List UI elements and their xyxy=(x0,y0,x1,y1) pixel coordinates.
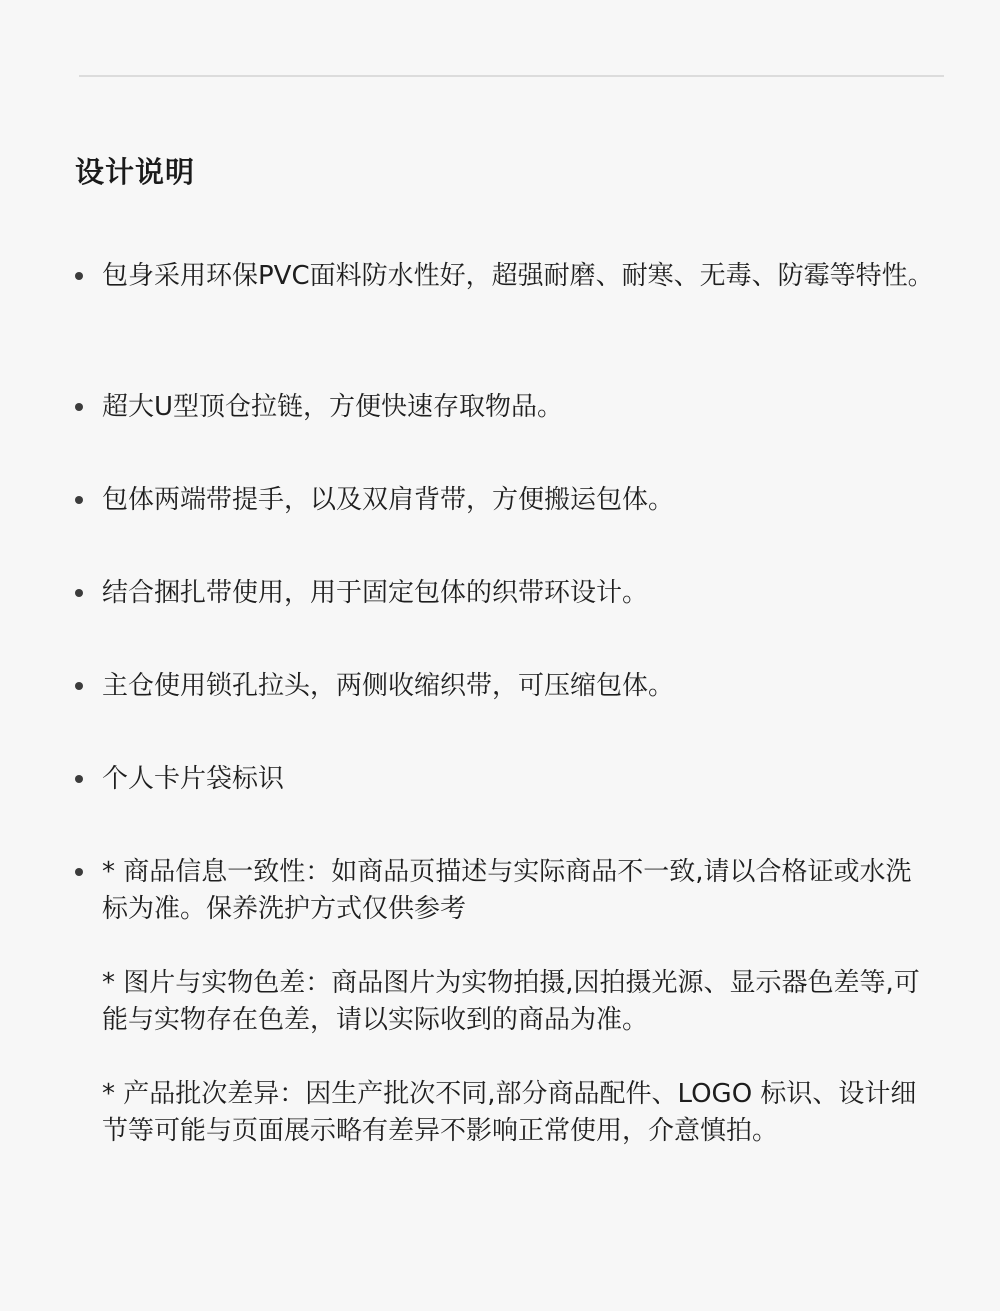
feature-item-6 xyxy=(75,761,935,798)
feature-item-4 xyxy=(75,575,935,612)
notes-item xyxy=(75,854,935,1150)
bullet-dot-icon xyxy=(75,272,83,280)
feature-item-3 xyxy=(75,482,935,519)
bullet-dot-icon xyxy=(75,868,83,876)
feature-item-2 xyxy=(75,389,935,426)
feature-item-5 xyxy=(75,668,935,705)
feature-text: 包体两端带提手，以及双肩背带，方便搬运包体。 xyxy=(102,485,675,515)
bullet-dot-icon xyxy=(75,496,83,504)
top-divider xyxy=(79,75,944,77)
feature-item-1 xyxy=(75,258,935,295)
bullet-dot-icon xyxy=(75,775,83,783)
note-consistency: * 商品信息一致性：如商品页描述与实际商品不一致,请以合格证或水洗标为准。保养洗护方式仅供参考 xyxy=(102,857,912,924)
feature-text: 包身采用环保PVC面料防水性好，超强耐磨、耐寒、无毒、防霉等特性。 xyxy=(102,261,934,291)
feature-text: 超大U型顶仓拉链，方便快速存取物品。 xyxy=(102,392,564,422)
bullet-dot-icon xyxy=(75,682,83,690)
bullet-dot-icon xyxy=(75,589,83,597)
feature-text: 个人卡片袋标识 xyxy=(102,764,285,794)
feature-text: 结合捆扎带使用，用于固定包体的织带环设计。 xyxy=(102,578,649,608)
note-batch-difference: * 产品批次差异：因生产批次不同,部分商品配件、LOGO 标识、设计细节等可能与页面展示略有差异不影响正常使用，介意慎拍。 xyxy=(102,1079,917,1146)
feature-text: 主仓使用锁孔拉头，两侧收缩织带，可压缩包体。 xyxy=(102,671,675,701)
bullet-dot-icon xyxy=(75,403,83,411)
note-color-difference: * 图片与实物色差：商品图片为实物拍摄,因拍摄光源、显示器色差等,可能与实物存在色差，请以实际收到的商品为准。 xyxy=(102,968,920,1035)
section-title: 设计说明 xyxy=(75,155,196,189)
